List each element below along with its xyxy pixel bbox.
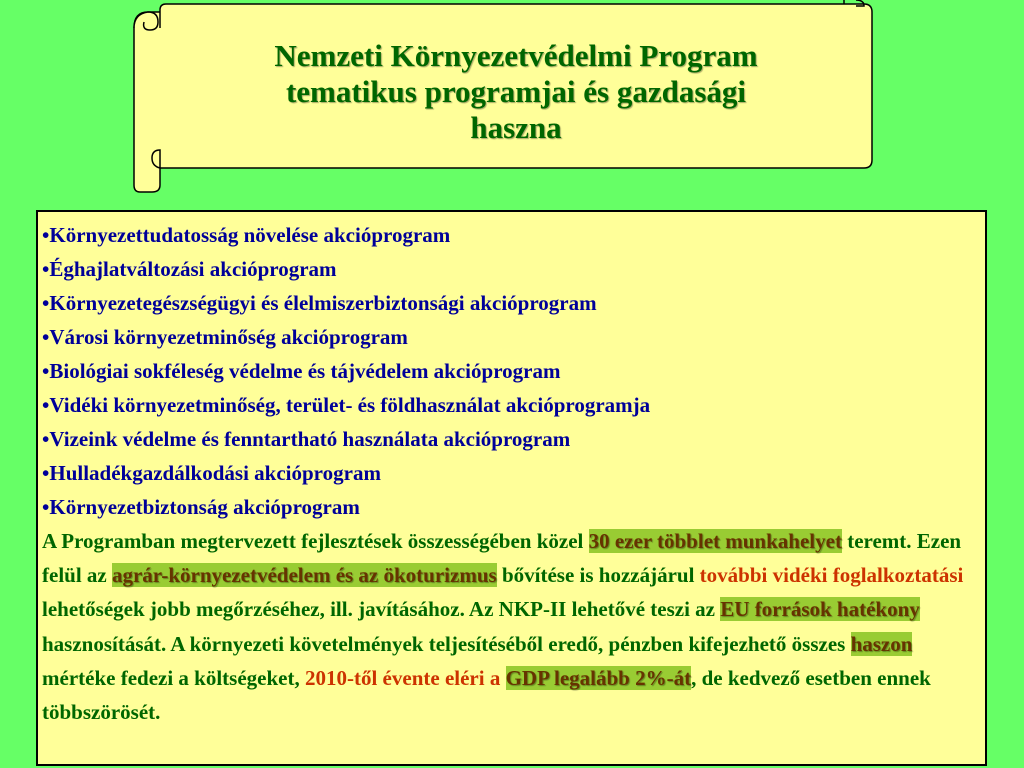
bullet: • (42, 325, 50, 349)
summary-paragraph (42, 524, 979, 729)
red-text-2010: 2010-től évente eléri a (304, 665, 506, 690)
highlight-jobs: 30 ezer többlet munkahelyet (588, 529, 842, 553)
bullet: • (42, 427, 50, 451)
program-label: Környezettudatosság növelése akcióprogram (49, 223, 451, 247)
bullet: • (42, 257, 50, 281)
paragraph-text: lehetőségek jobb megőrzéséhez, ill. javításához. Az NKP-II lehetővé teszi az (42, 597, 721, 622)
program-label: Vidéki környezetminőség, terület- és földhasználat akcióprogramja (49, 393, 651, 417)
program-label: Biológiai sokféleség védelme és tájvédelem akcióprogram (49, 359, 561, 383)
red-text-employment: további vidéki foglalkoztatási (699, 563, 964, 588)
highlight-eu-funds: EU források hatékony (720, 597, 920, 622)
title-line-2: tematikus programjai és gazdasági (285, 74, 747, 109)
bullet: • (42, 495, 50, 519)
paragraph-text: , de kedvező esetben ennek többszörösét. (42, 665, 931, 725)
bullet: • (42, 461, 50, 485)
bullet: • (42, 359, 50, 383)
program-label: Vizeink védelme és fenntartható használata akcióprogram (49, 427, 571, 451)
paragraph-text: A Programban megtervezett fejlesztések összességében közel (42, 529, 589, 553)
paragraph-text: teremt. Ezen felül az (42, 529, 962, 588)
program-label: Városi környezetminőség akcióprogram (49, 325, 408, 349)
paragraph-text: hasznosítását. A környezeti követelmények teljesítéséből eredő, pénzben kifejezhető összes (42, 631, 851, 656)
bullet: • (42, 223, 50, 247)
highlight-gdp: GDP legalább 2%-át (505, 665, 692, 690)
content-panel (36, 210, 987, 766)
bullet: • (42, 393, 50, 417)
list-item (42, 286, 979, 320)
program-list (42, 218, 979, 524)
program-label: Környezetbiztonság akcióprogram (49, 495, 360, 519)
highlight-benefit: haszon (850, 631, 913, 656)
paragraph-text: bővítése is hozzájárul (496, 563, 700, 588)
title-line-1: Nemzeti Környezetvédelmi Program (274, 38, 758, 73)
list-item (42, 252, 979, 286)
list-item (42, 490, 979, 524)
list-item (42, 218, 979, 252)
list-item (42, 354, 979, 388)
program-label: Éghajlatváltozási akcióprogram (49, 257, 337, 281)
bullet: • (42, 291, 50, 315)
title-line-3: haszna (470, 110, 562, 145)
program-label: Hulladékgazdálkodási akcióprogram (49, 461, 381, 485)
list-item (42, 422, 979, 456)
highlight-agri-eco: agrár-környezetvédelem és az ökoturizmus (111, 563, 497, 588)
list-item (42, 320, 979, 354)
list-item (42, 388, 979, 422)
list-item (42, 456, 979, 490)
paragraph-text: mértéke fedezi a költségeket, (42, 665, 305, 690)
program-label: Környezetegészségügyi és élelmiszerbiztonsági akcióprogram (49, 291, 597, 315)
page-title (160, 38, 872, 146)
